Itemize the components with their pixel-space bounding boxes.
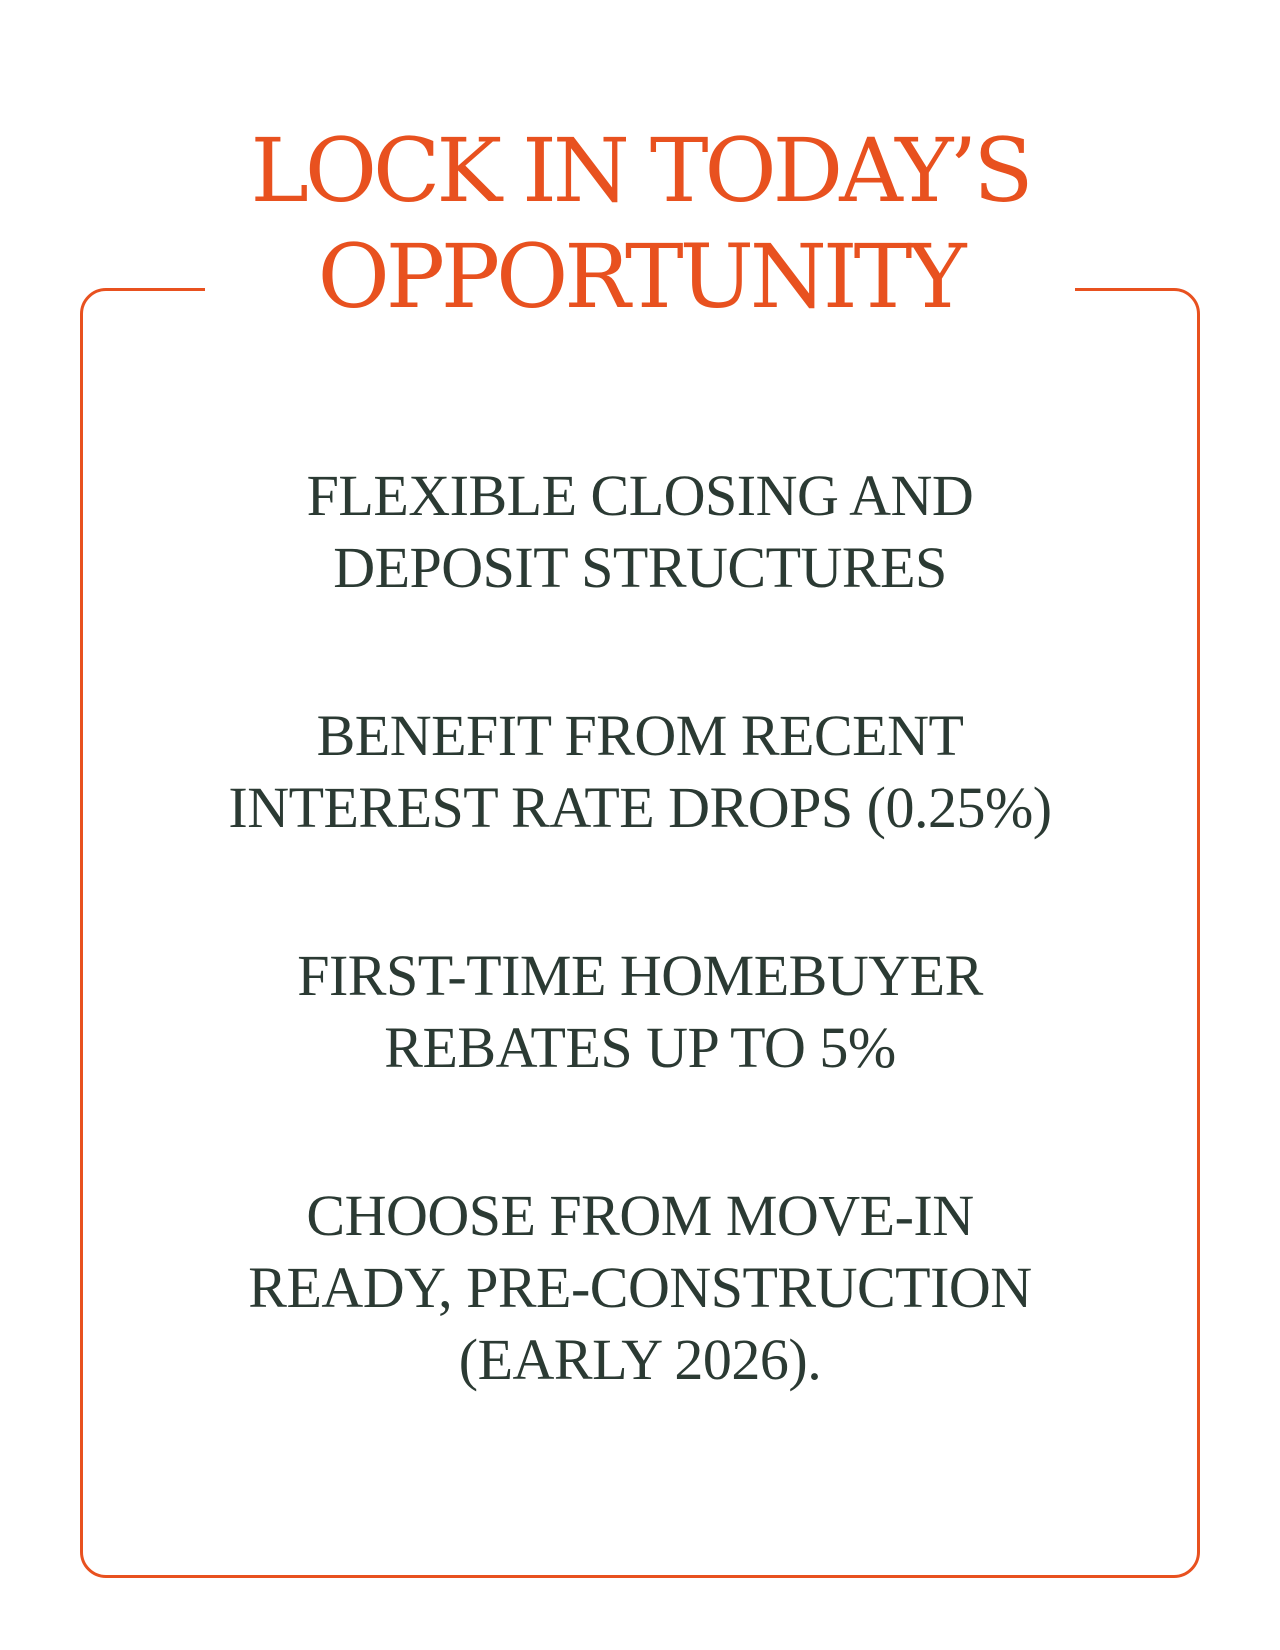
feature-line: CHOOSE FROM MOVE-IN [306, 1183, 974, 1248]
feature-line: READY, PRE-CONSTRUCTION [248, 1255, 1032, 1320]
feature-item-interest-rate [80, 700, 1200, 844]
feature-item-move-in-options [80, 1180, 1200, 1396]
feature-line: BENEFIT FROM RECENT [316, 703, 964, 768]
feature-item-flexible-closing [80, 460, 1200, 604]
feature-line: DEPOSIT STRUCTURES [333, 535, 947, 600]
page-title [0, 118, 1280, 330]
title-line-1: LOCK IN TODAY’S [250, 119, 1030, 222]
feature-line: FIRST-TIME HOMEBUYER [297, 943, 983, 1008]
feature-line: (EARLY 2026). [458, 1327, 822, 1392]
title-line-2: OPPORTUNITY [317, 225, 963, 328]
feature-list [80, 460, 1200, 1492]
feature-line: INTEREST RATE DROPS (0.25%) [228, 775, 1052, 840]
feature-item-homebuyer-rebates [80, 940, 1200, 1084]
feature-line: FLEXIBLE CLOSING AND [306, 463, 974, 528]
feature-line: REBATES UP TO 5% [384, 1015, 896, 1080]
